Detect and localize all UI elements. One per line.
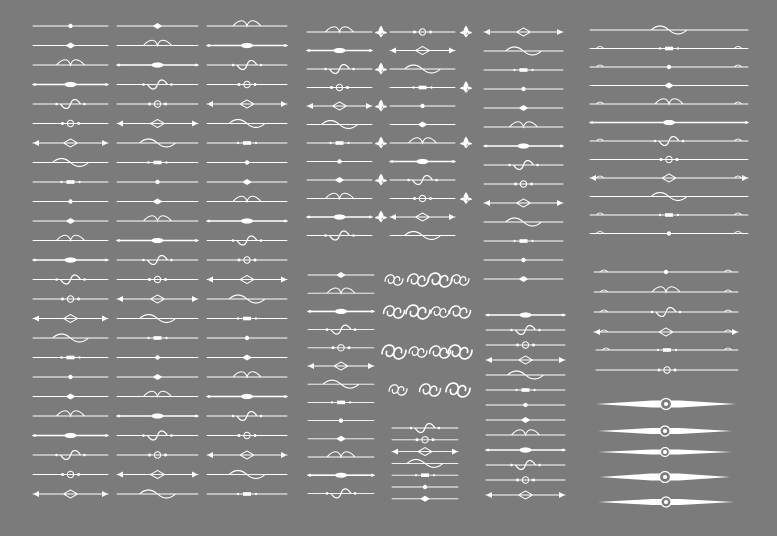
flourish-divider-icon bbox=[33, 199, 108, 203]
flourish-divider-icon bbox=[117, 216, 198, 221]
flourish-divider-icon bbox=[590, 120, 748, 125]
flourish-divider-icon bbox=[33, 139, 108, 147]
flourish-divider-icon bbox=[390, 213, 455, 221]
flourish-divider-icon bbox=[207, 43, 287, 48]
flourish-divider-icon bbox=[486, 403, 565, 407]
flourish-divider-icon bbox=[486, 342, 565, 348]
flourish-divider-icon bbox=[390, 29, 455, 35]
fleur-emblem-icon bbox=[375, 26, 387, 37]
flourish-divider-icon bbox=[33, 394, 108, 400]
flourish-divider-icon bbox=[307, 121, 372, 129]
flourish-divider-icon bbox=[117, 101, 198, 107]
flourish-divider-icon bbox=[596, 367, 738, 373]
flourish-divider-icon bbox=[484, 105, 563, 111]
flourish-divider-icon bbox=[308, 418, 374, 422]
flourish-divider-icon bbox=[484, 122, 563, 127]
flourish-divider-icon bbox=[33, 43, 108, 49]
scroll-flourish-icon bbox=[450, 306, 471, 318]
flourish-divider-icon bbox=[117, 139, 198, 147]
flourish-divider-icon bbox=[207, 179, 287, 185]
flourish-divider-icon bbox=[308, 325, 374, 334]
flourish-divider-icon bbox=[392, 459, 458, 467]
flourish-divider-icon bbox=[307, 214, 372, 219]
flourish-divider-icon bbox=[484, 218, 563, 226]
flourish-divider-icon bbox=[308, 401, 374, 405]
heavy-divider-icon bbox=[598, 426, 732, 436]
flourish-divider-icon bbox=[33, 24, 108, 28]
flourish-divider-icon bbox=[307, 177, 372, 183]
flourish-divider-icon bbox=[207, 372, 287, 377]
flourish-divider-icon bbox=[484, 276, 563, 282]
flourish-divider-icon bbox=[207, 394, 287, 399]
flourish-divider-icon bbox=[590, 65, 748, 69]
flourish-divider-icon bbox=[33, 218, 108, 224]
flourish-divider-icon bbox=[590, 26, 748, 34]
flourish-divider-icon bbox=[392, 485, 458, 489]
flourish-divider-icon bbox=[594, 287, 738, 292]
flourish-divider-icon bbox=[392, 437, 458, 443]
flourish-divider-icon bbox=[117, 40, 198, 45]
flourish-divider-icon bbox=[486, 417, 565, 423]
flourish-divider-icon bbox=[390, 47, 455, 55]
flourish-divider-icon bbox=[308, 288, 374, 293]
flourish-divider-icon bbox=[207, 295, 287, 303]
flourish-divider-icon bbox=[484, 181, 563, 187]
flourish-divider-icon bbox=[117, 120, 198, 128]
flourish-divider-icon bbox=[308, 436, 374, 442]
heavy-divider-icon bbox=[596, 399, 736, 410]
flourish-divider-icon bbox=[117, 23, 198, 29]
fleur-emblem-icon bbox=[460, 193, 472, 204]
flourish-divider-icon bbox=[590, 193, 748, 201]
flourish-divider-icon bbox=[390, 176, 455, 185]
fleur-emblem-icon bbox=[375, 137, 387, 148]
flourish-divider-icon bbox=[390, 122, 455, 128]
flourish-divider-icon bbox=[207, 336, 287, 340]
flourish-divider-icon bbox=[33, 315, 108, 323]
scroll-flourish-icon bbox=[431, 307, 449, 317]
flourish-divider-icon bbox=[117, 80, 198, 89]
flourish-divider-icon bbox=[117, 374, 198, 380]
flourish-divider-icon bbox=[484, 258, 563, 262]
flourish-divider-icon bbox=[33, 471, 108, 477]
flourish-divider-icon bbox=[33, 120, 108, 126]
flourish-divider-icon bbox=[486, 388, 565, 392]
flourish-divider-icon bbox=[33, 433, 108, 438]
flourish-divider-icon bbox=[390, 195, 455, 201]
flourish-divider-icon bbox=[307, 102, 372, 110]
flourish-divider-icon bbox=[486, 371, 565, 379]
scroll-flourish-icon bbox=[385, 275, 403, 285]
flourish-divider-icon bbox=[484, 68, 563, 72]
flourish-divider-icon bbox=[33, 375, 108, 379]
scroll-flourish-icon bbox=[382, 345, 406, 359]
flourish-divider-icon bbox=[117, 355, 198, 359]
flourish-divider-icon bbox=[207, 355, 287, 361]
flourish-divider-icon bbox=[207, 218, 287, 223]
flourish-divider-icon bbox=[484, 239, 563, 243]
heavy-divider-icon bbox=[598, 497, 734, 507]
flourish-divider-icon bbox=[117, 315, 198, 323]
scroll-flourish-icon bbox=[428, 273, 452, 287]
flourish-divider-icon bbox=[307, 65, 372, 74]
fleur-emblem-icon bbox=[375, 211, 387, 222]
flourish-divider-icon bbox=[392, 473, 458, 477]
flourish-divider-icon bbox=[207, 451, 287, 459]
flourish-divider-icon bbox=[207, 196, 287, 201]
flourish-divider-icon bbox=[207, 100, 287, 108]
flourish-divider-icon bbox=[117, 199, 198, 205]
scroll-flourish-icon bbox=[451, 275, 469, 285]
flourish-divider-icon bbox=[308, 473, 374, 478]
flourish-divider-icon bbox=[308, 272, 374, 278]
flourish-divider-icon bbox=[207, 160, 287, 164]
flourish-divider-icon bbox=[484, 47, 563, 55]
flourish-divider-icon bbox=[117, 161, 198, 165]
flourish-divider-icon bbox=[33, 180, 108, 184]
flourish-divider-icon bbox=[33, 100, 108, 109]
flourish-divider-icon bbox=[392, 496, 458, 502]
flourish-divider-icon bbox=[486, 326, 565, 335]
flourish-divider-icon bbox=[117, 490, 198, 498]
flourish-divider-icon bbox=[390, 159, 455, 164]
scroll-flourish-icon bbox=[420, 384, 441, 396]
fleur-emblem-icon bbox=[460, 137, 472, 148]
flourish-divider-icon bbox=[308, 345, 374, 351]
flourish-divider-icon bbox=[590, 99, 748, 104]
scroll-flourish-icon bbox=[408, 274, 429, 286]
flourish-divider-icon bbox=[590, 137, 748, 146]
flourish-divider-icon bbox=[308, 489, 374, 498]
heavy-divider-icon bbox=[600, 472, 730, 483]
flourish-divider-icon bbox=[33, 82, 108, 87]
flourish-divider-icon bbox=[33, 159, 108, 167]
flourish-divider-icon bbox=[590, 156, 748, 162]
flourish-divider-icon bbox=[486, 447, 565, 452]
flourish-divider-icon bbox=[390, 86, 455, 90]
flourish-divider-icon bbox=[486, 312, 565, 317]
flourish-divider-icon bbox=[207, 412, 287, 421]
flourish-divider-icon bbox=[33, 411, 108, 416]
flourish-divider-icon bbox=[207, 257, 287, 263]
scroll-flourish-icon bbox=[384, 306, 405, 318]
flourish-divider-icon bbox=[307, 141, 372, 145]
flourish-divider-icon bbox=[486, 461, 565, 470]
flourish-divider-icon bbox=[596, 348, 738, 352]
flourish-divider-icon bbox=[390, 65, 455, 73]
flourish-divider-icon bbox=[486, 491, 565, 499]
flourish-divider-icon bbox=[117, 180, 198, 184]
flourish-divider-icon bbox=[117, 431, 198, 440]
flourish-divider-icon bbox=[486, 430, 565, 435]
flourish-divider-icon bbox=[590, 231, 748, 235]
flourish-divider-icon bbox=[207, 21, 287, 26]
heavy-divider-icon bbox=[598, 448, 732, 457]
flourish-divider-icon bbox=[484, 87, 563, 91]
flourish-divider-icon bbox=[392, 448, 458, 456]
flourish-divider-icon bbox=[117, 471, 198, 479]
flourish-divider-icon bbox=[33, 257, 108, 262]
fleur-emblem-icon bbox=[375, 63, 387, 74]
flourish-divider-icon bbox=[207, 471, 287, 479]
flourish-divider-icon bbox=[207, 141, 287, 145]
flourish-divider-icon bbox=[207, 432, 287, 438]
flourish-divider-icon bbox=[207, 236, 287, 245]
flourish-divider-icon bbox=[33, 235, 108, 240]
scroll-flourish-icon bbox=[446, 383, 470, 397]
flourish-divider-icon bbox=[390, 138, 455, 143]
flourish-divider-icon bbox=[117, 452, 198, 458]
flourish-divider-icon bbox=[117, 62, 198, 67]
flourish-divider-icon bbox=[117, 276, 198, 282]
flourish-divider-icon bbox=[207, 492, 287, 496]
flourish-divider-icon bbox=[307, 231, 372, 240]
flourish-divider-icon bbox=[117, 391, 198, 396]
flourish-divider-icon bbox=[590, 174, 748, 182]
flourish-divider-icon bbox=[117, 413, 198, 418]
flourish-divider-icon bbox=[308, 309, 374, 314]
flourish-divider-icon bbox=[390, 232, 455, 240]
flourish-divider-icon bbox=[590, 83, 748, 89]
flourish-divider-icon bbox=[33, 334, 108, 342]
flourish-divider-icon bbox=[207, 120, 287, 128]
flourish-divider-icon bbox=[590, 47, 748, 51]
flourish-divider-icon bbox=[33, 60, 108, 65]
flourish-divider-icon bbox=[307, 193, 372, 198]
flourish-divider-icon bbox=[486, 477, 565, 483]
fleur-emblem-icon bbox=[460, 82, 472, 93]
flourish-divider-icon bbox=[117, 256, 198, 265]
scroll-flourish-icon bbox=[430, 346, 451, 358]
flourish-divider-icon bbox=[308, 380, 374, 388]
flourish-divider-icon bbox=[307, 84, 372, 90]
flourish-divider-icon bbox=[484, 161, 563, 170]
flourish-divider-icon bbox=[484, 143, 563, 148]
flourish-divider-icon bbox=[33, 490, 108, 498]
flourish-divider-icon bbox=[484, 199, 563, 207]
flourish-divider-icon bbox=[33, 356, 108, 360]
fleur-emblem-icon bbox=[375, 174, 387, 185]
flourish-divider-icon bbox=[207, 61, 287, 70]
flourish-divider-icon bbox=[117, 295, 198, 303]
flourish-divider-icon bbox=[390, 104, 455, 108]
flourish-divider-icon bbox=[207, 81, 287, 87]
flourish-divider-icon bbox=[308, 452, 374, 457]
scroll-flourish-icon bbox=[448, 345, 472, 359]
flourish-divider-icon bbox=[117, 336, 198, 340]
flourish-divider-icon bbox=[392, 424, 458, 433]
flourish-divider-icon bbox=[33, 275, 108, 284]
scroll-flourish-icon bbox=[409, 347, 427, 357]
flourish-divider-icon bbox=[594, 308, 738, 317]
flourish-divider-icon bbox=[307, 27, 372, 32]
flourish-divider-icon bbox=[486, 356, 565, 364]
flourish-divider-icon bbox=[594, 328, 738, 336]
fleur-emblem-icon bbox=[460, 26, 472, 37]
flourish-divider-icon bbox=[33, 451, 108, 460]
scroll-flourish-icon bbox=[389, 385, 407, 395]
flourish-divider-icon bbox=[207, 276, 287, 284]
flourish-divider-icon bbox=[33, 296, 108, 302]
flourish-divider-icon bbox=[594, 270, 738, 274]
flourish-divider-icon bbox=[308, 362, 374, 370]
fleur-emblem-icon bbox=[375, 100, 387, 111]
flourish-divider-icon bbox=[307, 159, 372, 163]
scroll-flourish-icon bbox=[406, 305, 430, 319]
flourish-divider-icon bbox=[207, 317, 287, 321]
flourish-divider-icon bbox=[484, 28, 563, 36]
flourish-divider-icon bbox=[590, 213, 748, 217]
flourish-divider-icon bbox=[307, 48, 372, 53]
flourish-divider-icon bbox=[117, 238, 198, 243]
